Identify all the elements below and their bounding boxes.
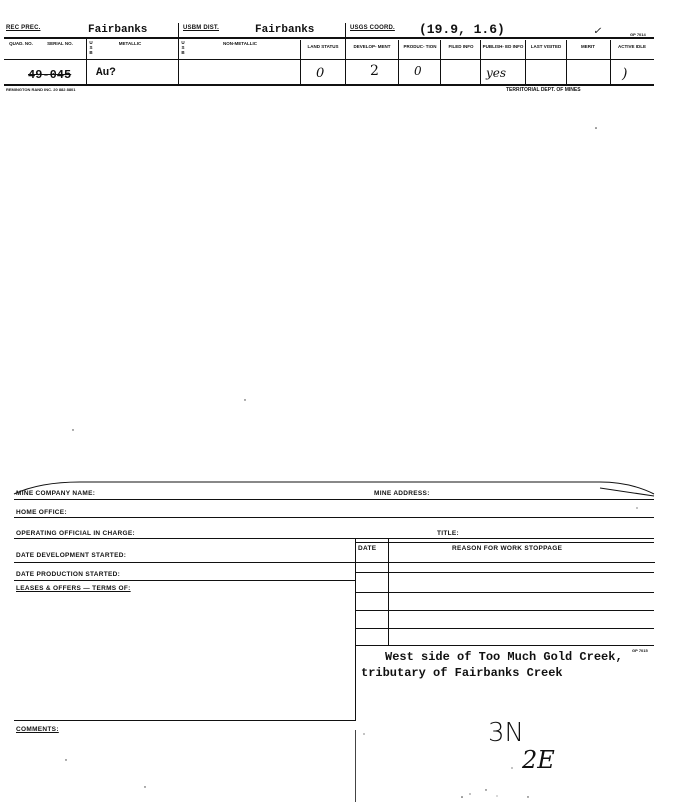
published-info-value: yes: [486, 66, 507, 80]
handwritten-range: 2E: [522, 746, 555, 774]
corner-mark: ✓: [593, 26, 602, 37]
location-line-1: West side of Too Much Gold Creek,: [385, 650, 623, 664]
development-value: 2: [370, 63, 379, 79]
territorial-label: TERRITORIAL DEPT. OF MINES: [506, 87, 581, 93]
usgs-coord-label: USGS COORD.: [350, 25, 395, 31]
production-value: 0: [414, 64, 422, 78]
date-development-label: DATE DEVELOPMENT STARTED:: [16, 552, 127, 559]
reason-header: REASON FOR WORK STOPPAGE: [452, 545, 563, 552]
handwritten-township: 3N: [488, 718, 524, 748]
header-development: DEVELOP- MENT: [353, 44, 391, 49]
form-code-top: GP 7014: [630, 32, 646, 37]
mine-company-name-label: MINE COMPANY NAME:: [16, 490, 96, 497]
quad-serial-value: 49-045: [28, 68, 72, 82]
mine-address-label: MINE ADDRESS:: [374, 490, 430, 497]
rec-prec-value: Fairbanks: [88, 24, 148, 36]
header-serial-no: SERIAL NO.: [47, 41, 73, 46]
leases-label: LEASES & OFFERS — TERMS OF:: [16, 585, 131, 592]
header-merit: MERIT: [581, 44, 595, 49]
usbm-dist-label: USBM DIST.: [183, 25, 220, 31]
header-non-metallic: NON-METALLIC: [223, 41, 257, 46]
header-land-status: LAND STATUS: [307, 44, 339, 49]
operating-official-label: OPERATING OFFICIAL IN CHARGE:: [16, 530, 135, 537]
header-filed-info: FILED INFO: [448, 44, 474, 49]
header-usb-metallic: U S B: [89, 40, 93, 55]
active-idle-value: ): [622, 66, 628, 82]
header-production: PRODUC- TION: [403, 44, 437, 49]
location-line-2: tributary of Fairbanks Creek: [361, 666, 563, 680]
header-active-idle: ACTIVE IDLE: [617, 44, 646, 49]
header-metallic: METALLIC: [118, 41, 142, 46]
form-code-bottom: GP 7015: [632, 648, 648, 653]
date-header: DATE: [358, 545, 377, 552]
rec-prec-label: REC PREC.: [6, 25, 41, 31]
header-usb-nonmetallic: U S B: [181, 40, 185, 55]
title-label: TITLE:: [437, 530, 460, 537]
header-quad-no: QUAD. NO.: [9, 41, 33, 46]
header-published-info: PUBLISH- ED INFO: [482, 44, 524, 49]
header-last-visited: LAST VISITED: [530, 44, 562, 49]
comments-label: COMMENTS:: [16, 726, 59, 733]
date-production-label: DATE PRODUCTION STARTED:: [16, 571, 121, 578]
printer-line: REMINGTON RAND INC. 20 882 8801: [6, 87, 76, 92]
usgs-coord-value: (19.9, 1.6): [419, 22, 505, 37]
land-status-value: 0: [316, 66, 325, 81]
metallic-value: Au?: [96, 67, 116, 79]
usbm-dist-value: Fairbanks: [255, 24, 315, 36]
home-office-label: HOME OFFICE:: [16, 509, 67, 516]
